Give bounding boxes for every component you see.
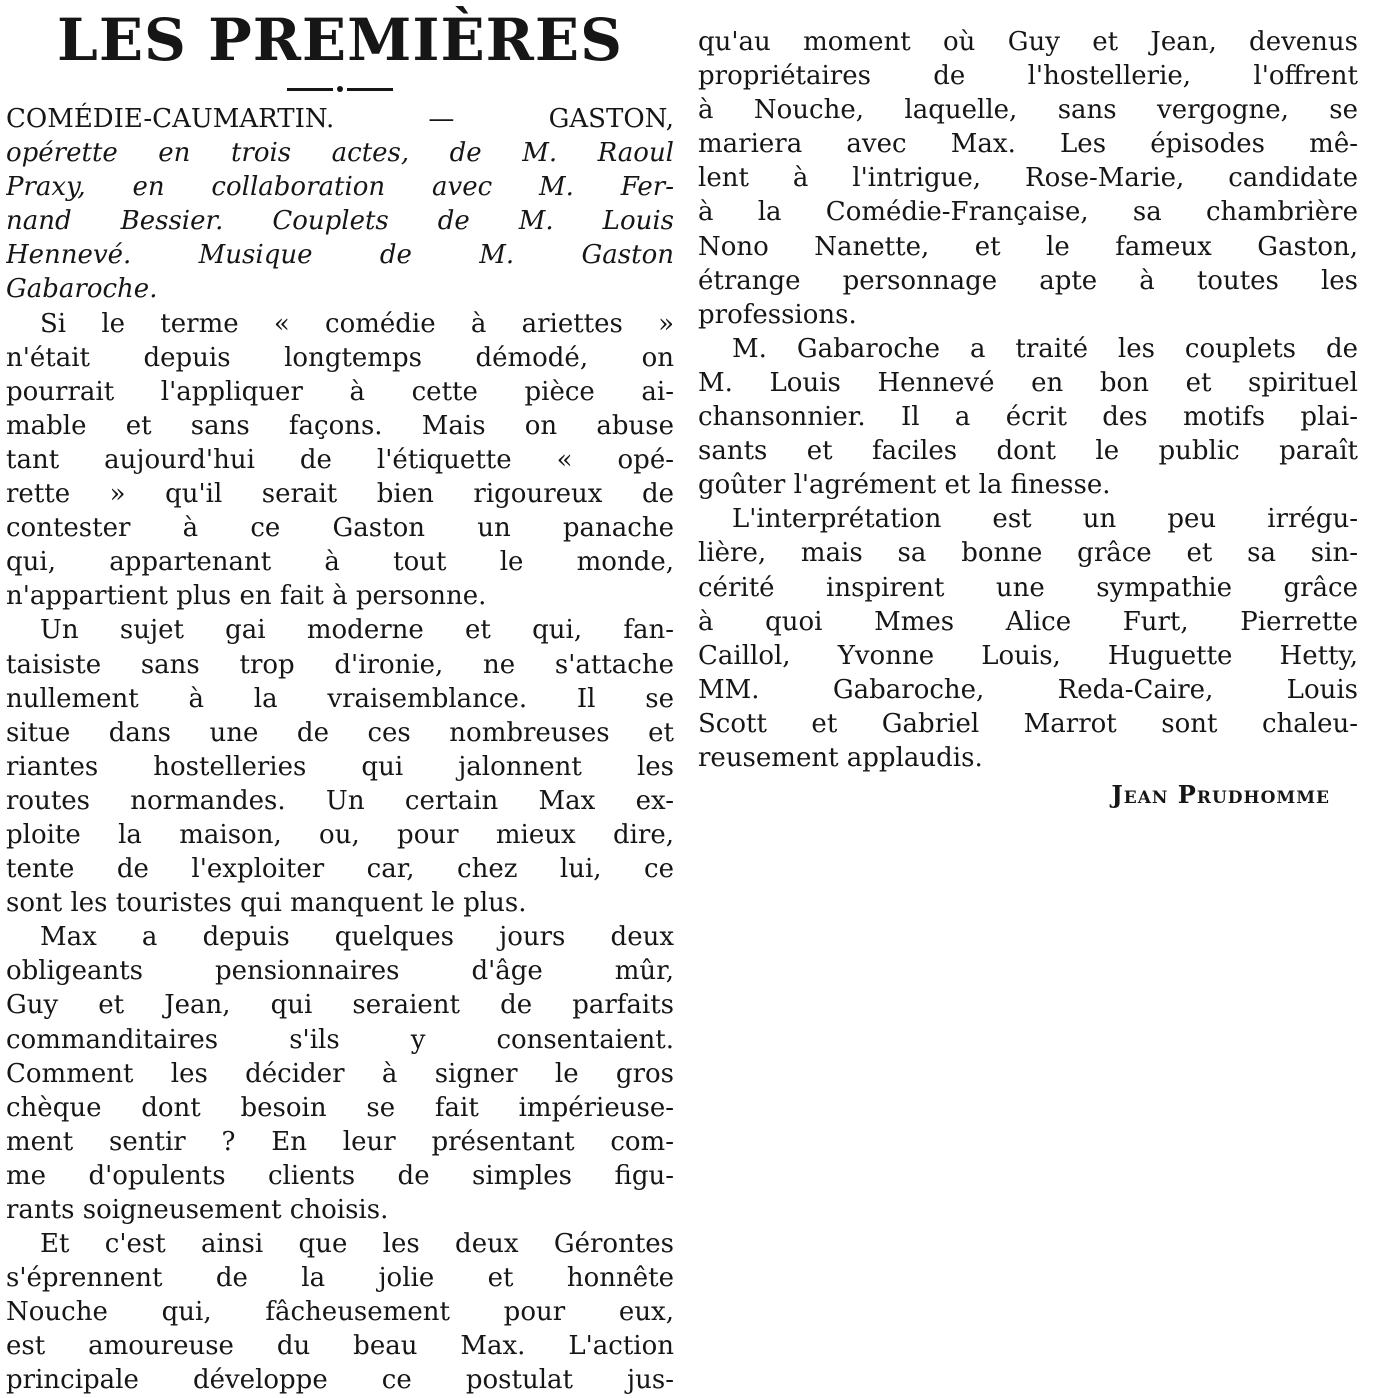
text-line: chansonnier. Il a écrit des motifs plai-: [698, 402, 1358, 433]
text-line: qu'au moment où Guy et Jean, devenus: [698, 27, 1358, 57]
author-signature: Jean Prudhomme: [1111, 780, 1330, 810]
text-line: à la Comédie-Française, sa chambrière: [698, 197, 1358, 228]
text-line: Gabaroche.: [6, 274, 158, 305]
text-line: Si le terme « comédie à ariettes »: [40, 308, 674, 339]
text-line: chèque dont besoin se fait impérieuse-: [6, 1092, 674, 1123]
left-column-text: [6, 102, 674, 1398]
text-line: riantes hostelleries qui jalonnent les: [6, 751, 674, 782]
text-line: est amoureuse du beau Max. L'action: [6, 1331, 674, 1362]
text-line: Un sujet gai moderne et qui, fan-: [40, 615, 674, 646]
text-line: L'interprétation est un peu irrégu-: [732, 504, 1358, 535]
text-line: rette » qu'il serait bien rigoureux de: [6, 479, 674, 510]
text-line: Et c'est ainsi que les deux Gérontes: [40, 1229, 674, 1260]
headline-divider: [6, 76, 674, 102]
text-line: rants soigneusement choisis.: [6, 1195, 389, 1225]
text-line: Nouche qui, fâcheusement pour eux,: [6, 1297, 674, 1328]
text-line: Comment les décider à signer le gros: [6, 1058, 674, 1089]
text-line: mariera avec Max. Les épisodes mê-: [698, 129, 1358, 160]
text-line: reusement applaudis.: [698, 742, 983, 773]
left-column: [6, 0, 674, 1398]
text-line: étrange personnage apte à toutes les: [698, 265, 1358, 296]
text-line: me d'opulents clients de simples figu-: [6, 1160, 674, 1191]
text-line: lière, mais sa bonne grâce et sa sin-: [698, 538, 1358, 569]
right-column: [698, 0, 1358, 815]
text-line: sants et faciles dont le public paraît: [698, 436, 1358, 467]
right-column-text: [698, 0, 1358, 775]
headline: LES PREMIÈRES: [57, 6, 623, 74]
text-line: M. Louis Hennevé en bon et spirituel: [698, 367, 1358, 398]
text-line: tente de l'exploiter car, chez lui, ce: [6, 854, 674, 885]
text-line: Scott et Gabriel Marrot sont chaleu-: [698, 708, 1358, 739]
text-line: COMÉDIE-CAUMARTIN. — GASTON,: [6, 104, 674, 134]
text-line: Praxy, en collaboration avec M. Fer-: [6, 172, 674, 203]
text-line: M. Gabaroche a traité les couplets de: [732, 333, 1358, 364]
text-line: Guy et Jean, qui seraient de parfaits: [6, 990, 674, 1021]
text-line: n'était depuis longtemps démodé, on: [6, 342, 674, 373]
text-line: routes normandes. Un certain Max ex-: [6, 785, 674, 816]
text-line: principale développe ce postulat jus-: [6, 1365, 674, 1396]
divider-bar: [287, 88, 333, 91]
text-line: situe dans une de ces nombreuses et: [6, 717, 674, 748]
divider-dot: [337, 86, 343, 92]
text-line: taisiste sans trop d'ironie, ne s'attache: [6, 649, 674, 680]
text-line: MM. Gabaroche, Reda-Caire, Louis: [698, 674, 1358, 705]
text-line: commanditaires s'ils y consentaient.: [6, 1024, 674, 1055]
text-line: goûter l'agrément et la finesse.: [698, 470, 1111, 501]
text-line: propriétaires de l'hostellerie, l'offrent: [698, 61, 1358, 92]
text-line: ploite la maison, ou, pour mieux dire,: [6, 819, 674, 850]
text-line: Nono Nanette, et le fameux Gaston,: [698, 231, 1358, 262]
text-line: tant aujourd'hui de l'étiquette « opé-: [6, 444, 674, 475]
text-line: sont les touristes qui manquent le plus.: [6, 888, 527, 919]
text-line: contester à ce Gaston un panache: [6, 513, 674, 544]
text-line: pourrait l'appliquer à cette pièce ai-: [6, 376, 674, 407]
text-line: n'appartient plus en fait à personne.: [6, 581, 487, 612]
text-line: nullement à la vraisemblance. Il se: [6, 683, 674, 714]
text-line: Caillol, Yvonne Louis, Huguette Hetty,: [698, 640, 1358, 671]
text-line: à Nouche, laquelle, sans vergogne, se: [698, 95, 1358, 126]
text-line: lent à l'intrigue, Rose-Marie, candidate: [698, 163, 1358, 194]
text-line: nand Bessier. Couplets de M. Louis: [6, 206, 674, 237]
text-line: mable et sans façons. Mais on abuse: [6, 410, 674, 441]
text-line: qui, appartenant à tout le monde,: [6, 547, 674, 578]
text-line: à quoi Mmes Alice Furt, Pierrette: [698, 606, 1358, 637]
text-line: cérité inspirent une sympathie grâce: [698, 572, 1358, 603]
text-line: Hennevé. Musique de M. Gaston: [6, 240, 674, 271]
text-line: s'éprennent de la jolie et honnête: [6, 1263, 674, 1294]
text-line: professions.: [698, 299, 857, 330]
text-line: obligeants pensionnaires d'âge mûr,: [6, 956, 674, 987]
text-line: opérette en trois actes, de M. Raoul: [6, 138, 674, 169]
text-line: ment sentir ? En leur présentant com-: [6, 1126, 674, 1157]
text-line: Max a depuis quelques jours deux: [40, 922, 674, 953]
divider-bar: [347, 88, 393, 91]
